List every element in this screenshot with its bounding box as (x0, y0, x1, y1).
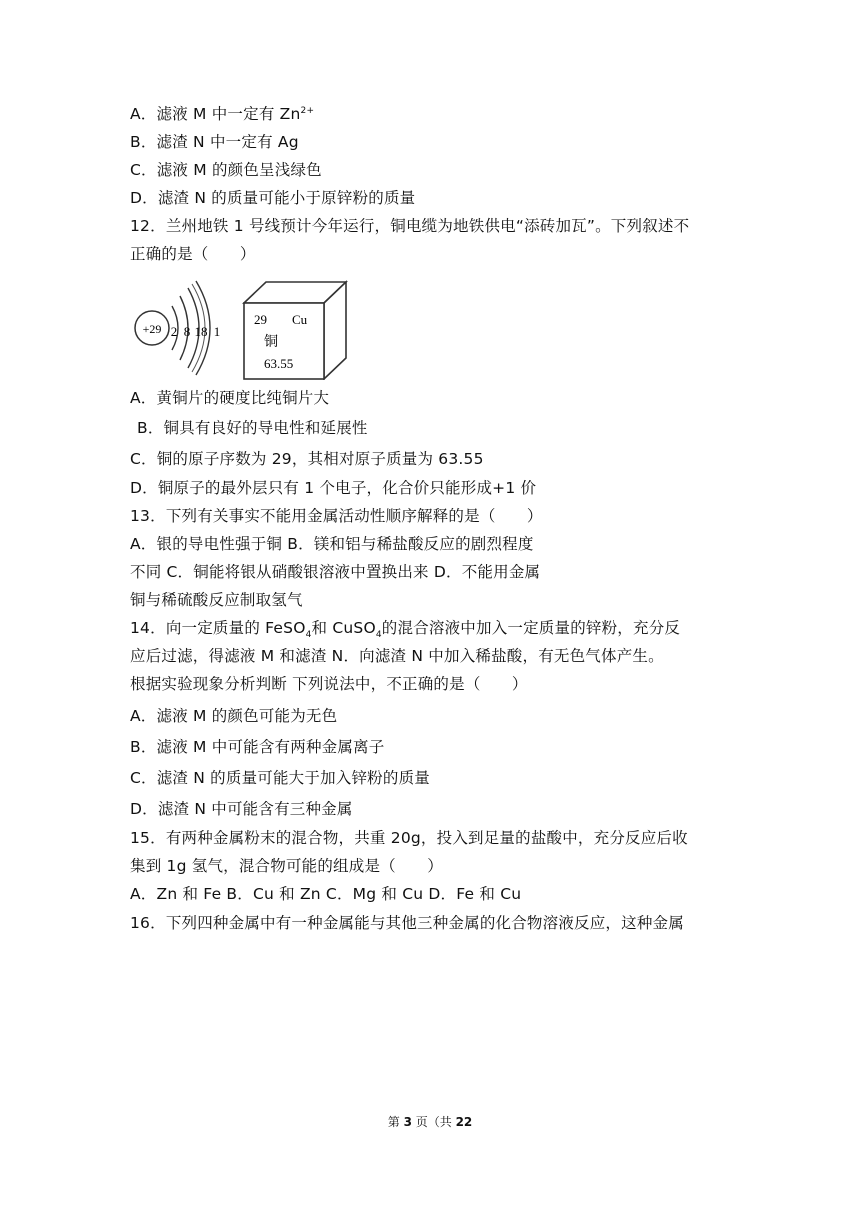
q12-option-c: C．铜的原子序数为 29，其相对原子质量为 63.55 (130, 450, 484, 468)
q11-option-a: A．滤液 M 中一定有 $Zn^{2+}$ (130, 105, 315, 123)
q15-stem-line-2: 集到 1g 氢气，混合物可能的组成是（ ） (130, 857, 443, 875)
atomic-number: 29 (254, 312, 267, 327)
shell-count-4: 1 (213, 324, 221, 339)
atom-structure-diagram (135, 281, 220, 375)
periodic-table-cube (244, 282, 346, 379)
q14-option-b: B．滤液 M 中可能含有两种金属离子 (130, 738, 385, 756)
q12-stem-line-1: 12．兰州地铁 1 号线预计今年运行，铜电缆为地铁供电“添砖加瓦”。下列叙述不 (130, 217, 690, 235)
q14-stem-line-3: 根据实验现象分析判断 下列说法中，不正确的是（ ） (130, 675, 528, 693)
element-symbol: Cu (292, 312, 308, 327)
q15-options: A．Zn 和 Fe B．Cu 和 Zn C．Mg 和 Cu D．Fe 和 Cu (130, 885, 522, 903)
nucleus-charge: +29 (142, 322, 162, 336)
q12-option-a: A．黄铜片的硬度比纯铜片大 (130, 389, 330, 407)
q16-stem-line-1: 16．下列四种金属中有一种金属能与其他三种金属的化合物溶液反应，这种金属 (130, 914, 684, 932)
q14-option-a: A．滤液 M 的颜色可能为无色 (130, 707, 338, 725)
q14-option-d: D．滤渣 N 中可能含有三种金属 (130, 800, 353, 818)
page-total: 22 (455, 1115, 473, 1129)
q13-options-line-1: A．银的导电性强于铜 B．镁和铝与稀盐酸反应的剧烈程度 (130, 535, 534, 553)
shell-count-3: 18 (194, 324, 208, 339)
q12-stem-line-2: 正确的是（ ） (130, 245, 256, 263)
copper-atom-figure (130, 276, 350, 380)
q14-option-c: C．滤渣 N 的质量可能大于加入锌粉的质量 (130, 769, 430, 787)
q15-stem-line-1: 15．有两种金属粉末的混合物，共重 20g，投入到足量的盐酸中，充分反应后收 (130, 829, 688, 847)
q12-option-b: B．铜具有良好的导电性和延展性 (137, 419, 368, 437)
q12-option-d: D．铜原子的最外层只有 1 个电子，化合价只能形成+1 价 (130, 479, 537, 497)
q11-option-b: B．滤渣 N 中一定有 Ag (130, 133, 299, 151)
element-name: 铜 (264, 334, 278, 350)
q13-options-line-2: 不同 C．铜能将银从硝酸银溶液中置换出来 D．不能用金属 (130, 563, 541, 581)
shell-count-2: 8 (183, 324, 191, 339)
q13-stem: 13．下列有关事实不能用金属活动性顺序解释的是（ ） (130, 507, 543, 525)
page-number: 3 (403, 1115, 412, 1129)
q11-option-d: D．滤渣 N 的质量可能小于原锌粉的质量 (130, 189, 416, 207)
q13-options-line-3: 铜与稀硫酸反应制取氢气 (130, 591, 303, 609)
page-footer: 第 3 页（共 22 (387, 1115, 473, 1129)
q14-stem-line-1: 14．向一定质量的 FeSO$_4$和 CuSO$_4$的混合溶液中加入一定质量的锌粉，充分反 (130, 619, 681, 641)
q14-stem-line-2: 应后过滤，得滤液 M 和滤渣 N．向滤渣 N 中加入稀盐酸，有无色气体产生。 (130, 647, 664, 665)
atomic-mass: 63.55 (264, 356, 294, 371)
q11-option-c: C．滤液 M 的颜色呈浅绿色 (130, 161, 322, 179)
shell-count-1: 2 (170, 324, 178, 339)
